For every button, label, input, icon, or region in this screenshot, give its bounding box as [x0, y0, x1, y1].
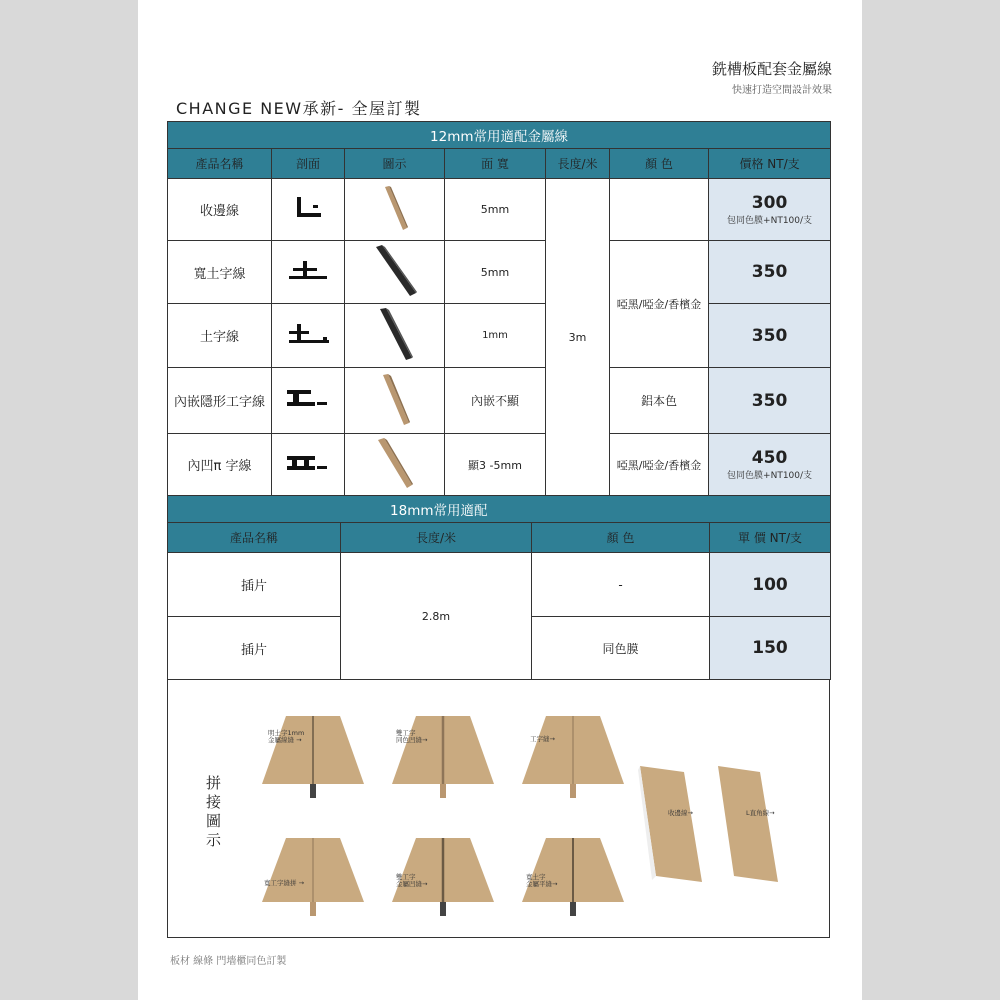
table-row: [168, 241, 831, 304]
table-18mm: [167, 495, 831, 680]
board-illustration: [518, 838, 628, 927]
price-cell: [709, 179, 831, 241]
price-note: 包同色膜+NT100/支: [727, 471, 813, 481]
product-name: 內凹π 字線: [168, 434, 272, 496]
price-cell: [709, 434, 831, 496]
table-row: [168, 553, 831, 617]
board-label: 明土字1mm 金屬線縫 →: [268, 729, 305, 744]
joint-diagram: [167, 680, 830, 938]
black-strip-icon: [345, 241, 445, 304]
board-illustration: [258, 838, 368, 927]
price-value: 350: [751, 390, 788, 411]
black-strip-icon: [345, 304, 445, 368]
table-row: [168, 179, 831, 241]
price-value: 300: [751, 193, 788, 213]
board-illustration: [388, 838, 498, 927]
table-18mm-header-row: [168, 523, 831, 553]
board-label: L直角線→: [746, 809, 775, 817]
column-header: 圖示: [345, 149, 445, 179]
face-width: 5mm: [445, 241, 546, 304]
table-row: [168, 368, 831, 434]
color-cell: [610, 179, 709, 241]
page-title: 銑槽板配套金屬線: [711, 60, 832, 78]
board-label: 雙工字 金屬凹縫→: [396, 873, 428, 888]
product-name: 插片: [168, 617, 341, 680]
i-profile-icon: [272, 368, 345, 434]
price-cell: [709, 304, 831, 368]
board-illustration: [518, 716, 628, 805]
board-illustration: [638, 764, 708, 888]
table-12mm-title: 12mm常用適配金屬線: [168, 122, 831, 149]
t-profile-icon: [272, 304, 345, 368]
table-12mm-header-row: [168, 149, 831, 179]
price-value: 100: [752, 574, 788, 595]
face-width: 5mm: [445, 179, 546, 241]
product-name: 寬土字線: [168, 241, 272, 304]
board-label: 寬工字縫拼 →: [264, 879, 305, 887]
price-value: 450: [751, 448, 788, 468]
color-cell: 同色膜: [532, 617, 710, 680]
column-header: 顏 色: [532, 523, 710, 553]
board-label: 雙工字 同色凹縫→: [396, 729, 428, 744]
color-cell: 啞黑/啞金/香檳金: [610, 241, 709, 368]
color-cell: 鋁本色: [610, 368, 709, 434]
column-header: 面 寬: [445, 149, 546, 179]
price-cell: [709, 241, 831, 304]
price-cell: [710, 617, 831, 680]
table-row: [168, 304, 831, 368]
column-header: 長度/米: [546, 149, 610, 179]
gold-strip-icon: [345, 368, 445, 434]
price-cell: [710, 553, 831, 617]
price-note: 包同色膜+NT100/支: [727, 216, 813, 226]
product-name: 插片: [168, 553, 341, 617]
shared-length: 3m: [546, 179, 610, 496]
table-12mm: [167, 121, 831, 496]
gold-strip-icon: [345, 434, 445, 496]
column-header: 長度/米: [341, 523, 532, 553]
face-width: 顯3 -5mm: [445, 434, 546, 496]
page-subtitle: 快速打造空間設計效果: [732, 85, 832, 96]
price-value: 350: [751, 262, 788, 282]
table-row: [168, 434, 831, 496]
gold-strip-icon: [345, 179, 445, 241]
board-illustration: [716, 764, 786, 888]
l-profile-icon: [272, 179, 345, 241]
board-illustration: [388, 716, 498, 805]
product-name: 土字線: [168, 304, 272, 368]
face-width: 內嵌不顯: [445, 368, 546, 434]
footer-note: 板材 線條 門墻櫃同色訂製: [170, 956, 287, 967]
diagram-label: 拼接圖示: [206, 774, 222, 849]
table-18mm-title: 18mm常用適配: [168, 496, 710, 523]
column-header: 單 價 NT/支: [710, 523, 831, 553]
board-label: 工字縫→: [530, 735, 555, 743]
color-cell: -: [532, 553, 710, 617]
color-cell: 啞黑/啞金/香檳金: [610, 434, 709, 496]
product-name: 內嵌隱形工字線: [168, 368, 272, 434]
product-name: 收邊線: [168, 179, 272, 241]
column-header: 價格 NT/支: [709, 149, 831, 179]
catalog-page: [138, 0, 862, 1000]
board-label: 收邊線→: [668, 809, 693, 817]
price-cell: [709, 368, 831, 434]
shared-length: 2.8m: [341, 553, 532, 680]
column-header: 剖面: [272, 149, 345, 179]
pi-profile-icon: [272, 434, 345, 496]
column-header: 產品名稱: [168, 149, 272, 179]
face-width: 1mm: [445, 304, 546, 368]
column-header: 產品名稱: [168, 523, 341, 553]
brand-title: CHANGE NEW承新- 全屋訂製: [176, 99, 422, 118]
price-value: 150: [752, 638, 788, 658]
column-header: 顏 色: [610, 149, 709, 179]
price-value: 350: [751, 325, 788, 346]
wide-t-profile-icon: [272, 241, 345, 304]
board-illustration: [258, 716, 368, 805]
board-label: 寬土字 金屬平縫→: [526, 873, 558, 888]
